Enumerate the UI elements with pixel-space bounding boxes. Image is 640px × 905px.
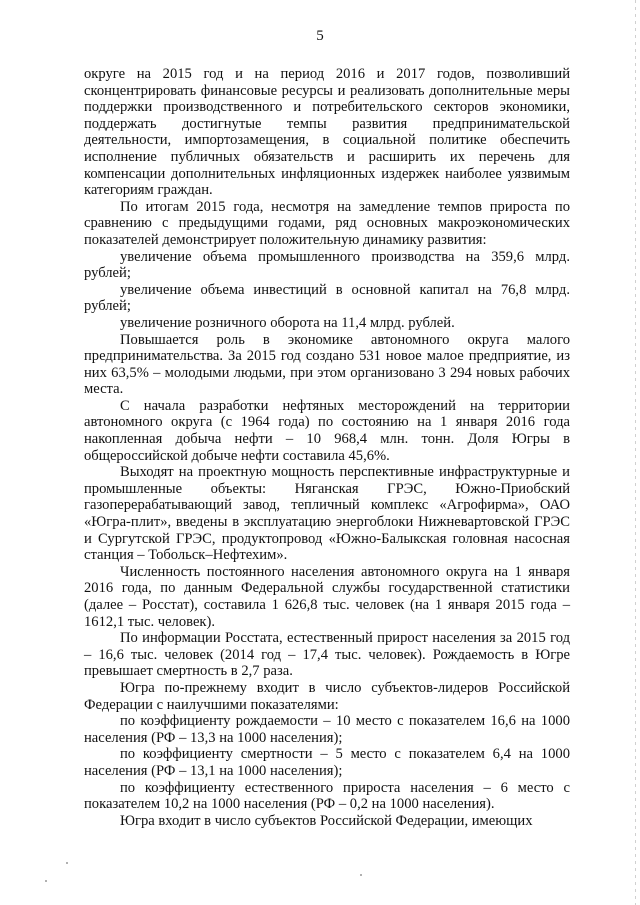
scan-speck — [66, 862, 68, 864]
paragraph-13: по коэффициенту смертности – 5 место с показателем 6,4 на 1000 населения (РФ – 13,1 на 1000 населения); — [84, 746, 570, 779]
page-number: 5 — [316, 28, 324, 44]
paragraph-14: по коэффициенту естественного прироста населения – 6 место с показателем 10,2 на 1000 населения (РФ – 0,2 на 1000 населения). — [84, 779, 570, 813]
paragraph-6: Повышается роль в экономике автономного округа малого предпринимательства. За 2015 год создано 531 новое малое предприятие, из них 63,5% – молодыми людьми, при этом организовано 3 294 новых рабочих места. — [84, 331, 570, 398]
paragraph-12: по коэффициенту рождаемости – 10 место с показателем 16,6 на 1000 населения (РФ – 13,3 на 1000 населения); — [84, 713, 570, 746]
paragraph-7: С начала разработки нефтяных месторождений на территории автономного округа (с 1964 года) по состоянию на 1 января 2016 года накопленная добыча нефти – 10 968,4 млн. тонн. Доля Югры в общероссийской добыче нефти составила 45,6%. — [84, 397, 570, 464]
paragraph-5: увеличение розничного оборота на 11,4 млрд. рублей. — [120, 314, 455, 331]
scan-speck — [360, 874, 362, 876]
paragraph-8: Выходят на проектную мощность перспективные инфраструктурные и промышленные объекты: Няганская ГРЭС, Южно-Приобский газоперерабатывающий завод, тепличный комплекс «Агрофирма», ОАО «Югра-плит», введены в эксплуатацию энергоблоки Нижневартовской ГРЭС и Сургутской ГРЭС, продуктопровод «Южно-Балыкская головная насосная станция – Тобольск–Нефтехим». — [84, 464, 570, 564]
paragraph-1: округе на 2015 год и на период 2016 и 2017 годов, позволивший сконцентрировать финансовые ресурсы и реализовать дополнительные меры поддержки производственного и потребительского секторов экономики, поддержать достигнутые темпы развития предпринимательской деятельности, импортозамещения, в социальной политике обеспечить исполнение публичных обязательств и расширить их перечень для компенсации дополнительных инфляционных издержек наиболее уязвимым категориям граждан. — [84, 66, 570, 199]
paragraph-2: По итогам 2015 года, несмотря на замедление темпов прироста по сравнению с предыдущими годами, ряд основных макроэкономических показателей демонстрирует положительную динамику развития: — [84, 198, 570, 248]
paragraph-3: увеличение объема промышленного производства на 359,6 млрд. рублей; — [84, 248, 570, 282]
body-text — [84, 66, 570, 829]
paragraph-4: увеличение объема инвестиций в основной капитал на 76,8 млрд. рублей; — [84, 281, 570, 315]
scan-speck — [45, 880, 47, 882]
scan-edge-artifact — [635, 0, 636, 905]
paragraph-9: Численность постоянного населения автономного округа на 1 января 2016 года, по данным Федеральной службы государственной статистики (далее – Росстат), составила 1 626,8 тыс. человек (на 1 января 2015 года – 1612,1 тыс. человек). — [84, 563, 570, 630]
paragraph-10: По информации Росстата, естественный прирост населения за 2015 год – 16,6 тыс. человек (2014 год – 17,4 тыс. человек). Рождаемость в Югре превышает смертность в 2,7 раза. — [84, 630, 570, 680]
paragraph-11: Югра по-прежнему входит в число субъектов-лидеров Российской Федерации с наилучшими показателями: — [84, 679, 570, 713]
paragraph-15: Югра входит в число субъектов Российской Федерации, имеющих — [120, 812, 533, 829]
